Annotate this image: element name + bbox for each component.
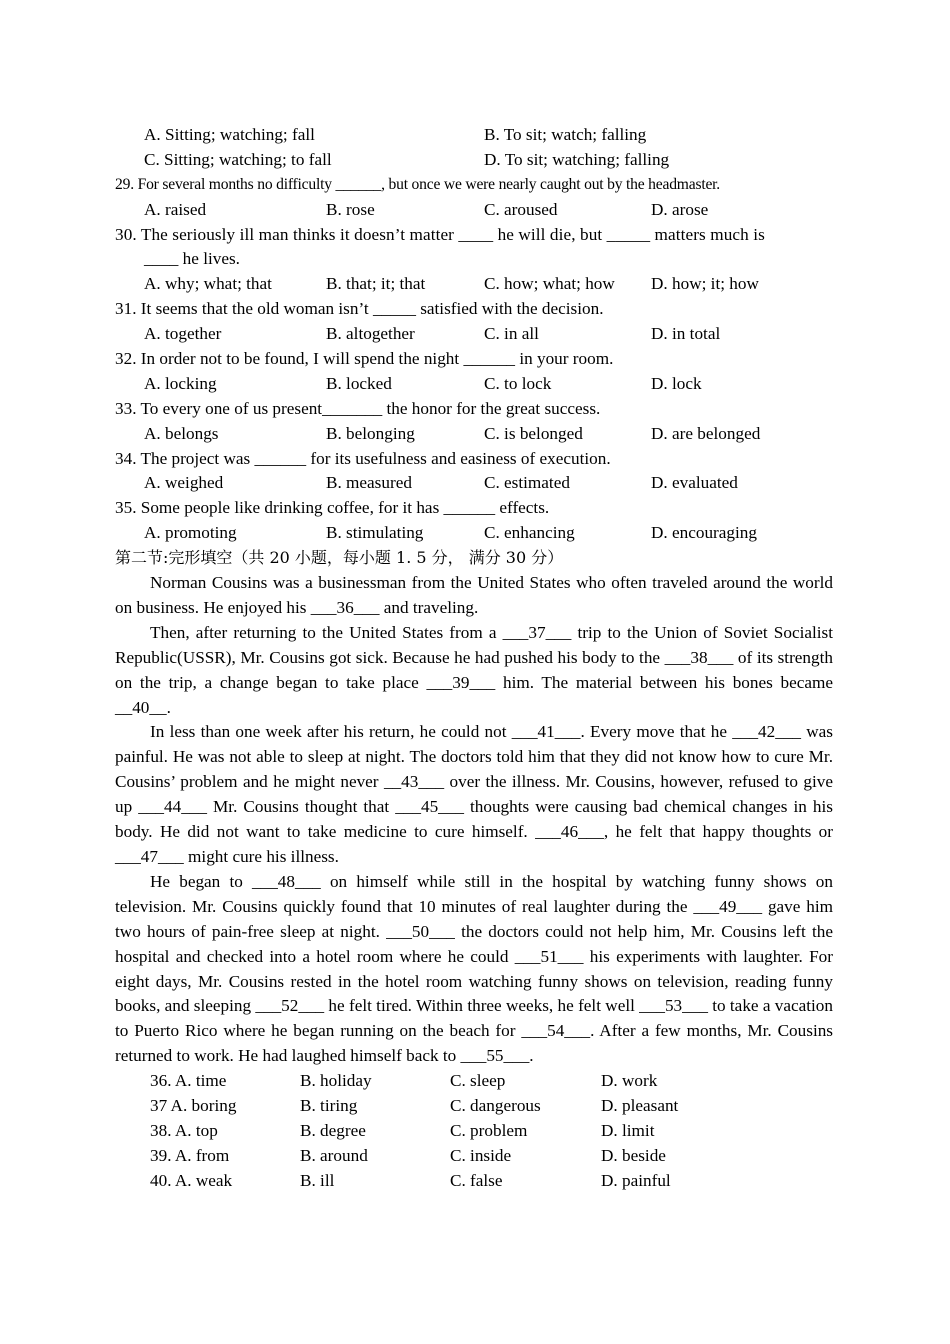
q34-option-a: A. weighed [144, 473, 224, 493]
q32-option-a: A. locking [144, 373, 217, 393]
q29-stem: 29. For several months no difficulty ______, but once we were nearly caught out by the headmaster. [115, 175, 721, 193]
cloze-40-option-a: 40. A. weak [150, 1170, 233, 1190]
cloze-36-option-b: B. holiday [300, 1071, 372, 1091]
q32-option-c: C. to lock [484, 373, 552, 393]
q34-options [115, 471, 833, 496]
q31-option-c: C. in all [484, 324, 539, 344]
q30-options [115, 272, 833, 297]
q33-option-a: A. belongs [144, 423, 219, 443]
cloze-options-39 [115, 1144, 833, 1169]
cloze-39-option-d: D. beside [601, 1145, 666, 1165]
q34-stem: 34. The project was ______ for its usefulness and easiness of execution. [115, 448, 611, 468]
q34-option-c: C. estimated [484, 473, 570, 493]
cloze-38-option-c: C. problem [450, 1120, 528, 1140]
cloze-36-option-c: C. sleep [450, 1071, 506, 1091]
cloze-39-option-c: C. inside [450, 1145, 512, 1165]
q28-options-row1 [115, 123, 833, 148]
q30-option-b: B. that; it; that [326, 274, 426, 294]
q30-option-a: A. why; what; that [144, 274, 272, 294]
exam-page [115, 123, 833, 1194]
cloze-options-40 [115, 1169, 833, 1194]
cloze-39-option-a: 39. A. from [150, 1145, 230, 1165]
q35-options [115, 521, 833, 546]
passage-paragraph-4: He began to ___48___ on himself while still in the hospital by watching funny shows on television. Mr. Cousins quickly found that 10 minutes of real laughter during the ___49___ gave him two hours of pain-free sleep at night. ___50___ the doctors could not help him, Mr. Cousins left the hospital and checked into a hotel room where he could ___51___ his experiments with laughter. For eight days, Mr. Cousins rested in the hotel room watching funny shows on television, reading funny books, and sleeping ___52___ he felt tired. Within three weeks, he felt well ___53___ to take a vacation to Puerto Rico where he began running on the beach for ___54___. After a few months, Mr. Cousins returned to work. He had laughed himself back to ___55___. [115, 871, 833, 1066]
q32-stem: 32. In order not to be found, I will spend the night ______ in your room. [115, 349, 614, 369]
q33-option-b: B. belonging [326, 423, 415, 443]
cloze-37-option-c: C. dangerous [450, 1096, 541, 1116]
q28-options-row2 [115, 148, 833, 173]
q32-option-b: B. locked [326, 373, 392, 393]
cloze-40-option-b: B. ill [300, 1170, 335, 1190]
cloze-37-option-d: D. pleasant [601, 1096, 679, 1116]
q32-options [115, 372, 833, 397]
q28-option-d: D. To sit; watching; falling [484, 149, 670, 169]
cloze-36-option-a: 36. A. time [150, 1071, 227, 1091]
passage-paragraph-2: Then, after returning to the United States from a ___37___ trip to the Union of Soviet Socialist Republic(USSR), Mr. Cousins got sick. Because he had pushed his body to the ___38___ of its strength on the trip, a change began to take place ___39___ him. The material between his bones became __40__. [115, 622, 833, 717]
cloze-options-38 [115, 1119, 833, 1144]
cloze-38-option-a: 38. A. top [150, 1120, 218, 1140]
q31-options [115, 322, 833, 347]
q33-options [115, 422, 833, 447]
passage-paragraph-3: In less than one week after his return, he could not ___41___. Every move that he ___42___ was painful. He was not able to sleep at night. The doctors told him that they did not know how to cure Mr. Cousins’ problem and he might never __43___ over the illness. Mr. Cousins, however, refused to give up ___44___ Mr. Cousins thought that ___45___ thoughts were causing bad chemical changes in his body. He did not want to take medicine to cure himself. ___46___, he felt that happy thoughts or ___47___ might cure his illness. [115, 722, 833, 866]
q35-option-a: A. promoting [144, 523, 237, 543]
q30-option-d: D. how; it; how [651, 274, 759, 294]
q28-option-a: A. Sitting; watching; fall [144, 125, 315, 144]
q30-option-c: C. how; what; how [484, 274, 615, 294]
q31-stem: 31. It seems that the old woman isn’t _____ satisfied with the decision. [115, 299, 604, 319]
cloze-40-option-d: D. painful [601, 1170, 671, 1190]
q33-option-c: C. is belonged [484, 423, 583, 443]
q29-option-b: B. rose [326, 199, 375, 219]
q34-option-b: B. measured [326, 473, 412, 493]
cloze-37-option-b: B. tiring [300, 1096, 358, 1116]
cloze-38-option-b: B. degree [300, 1120, 366, 1140]
passage-paragraph-1: Norman Cousins was a businessman from the United States who often traveled around the world on business. He enjoyed his ___36___ and traveling. [115, 573, 833, 617]
q34-option-d: D. evaluated [651, 473, 738, 493]
q35-option-c: C. enhancing [484, 523, 575, 543]
q31-option-a: A. together [144, 324, 222, 344]
cloze-36-option-d: D. work [601, 1071, 658, 1091]
q28-option-c: C. Sitting; watching; to fall [144, 149, 332, 169]
q29-option-d: D. arose [651, 199, 709, 219]
cloze-37-option-a: 37 A. boring [150, 1096, 237, 1116]
cloze-38-option-d: D. limit [601, 1120, 655, 1140]
q32-option-d: D. lock [651, 373, 702, 393]
q33-stem: 33. To every one of us present_______ the honor for the great success. [115, 398, 601, 418]
q35-option-b: B. stimulating [326, 523, 424, 543]
cloze-options-36 [115, 1069, 833, 1094]
q28-option-b: B. To sit; watch; falling [484, 125, 647, 144]
q30-stem-line1: 30. The seriously ill man thinks it doesn’t matter ____ he will die, but _____ matters much is [115, 224, 765, 244]
q33-option-d: D. are belonged [651, 423, 761, 443]
cloze-options-37 [115, 1094, 833, 1119]
q29-option-c: C. aroused [484, 199, 558, 219]
q30-stem-line2: ____ he lives. [144, 249, 240, 269]
q35-stem: 35. Some people like drinking coffee, for it has ______ effects. [115, 498, 550, 518]
q31-option-d: D. in total [651, 324, 721, 344]
cloze-39-option-b: B. around [300, 1145, 368, 1165]
q35-option-d: D. encouraging [651, 523, 757, 543]
q31-option-b: B. altogether [326, 324, 415, 344]
section-heading: 第二节:完形填空（共 20 小题，每小题 1. 5 分， 满分 30 分） [115, 548, 564, 568]
q29-option-a: A. raised [144, 199, 207, 219]
cloze-40-option-c: C. false [450, 1170, 503, 1190]
q29-options [115, 198, 833, 223]
